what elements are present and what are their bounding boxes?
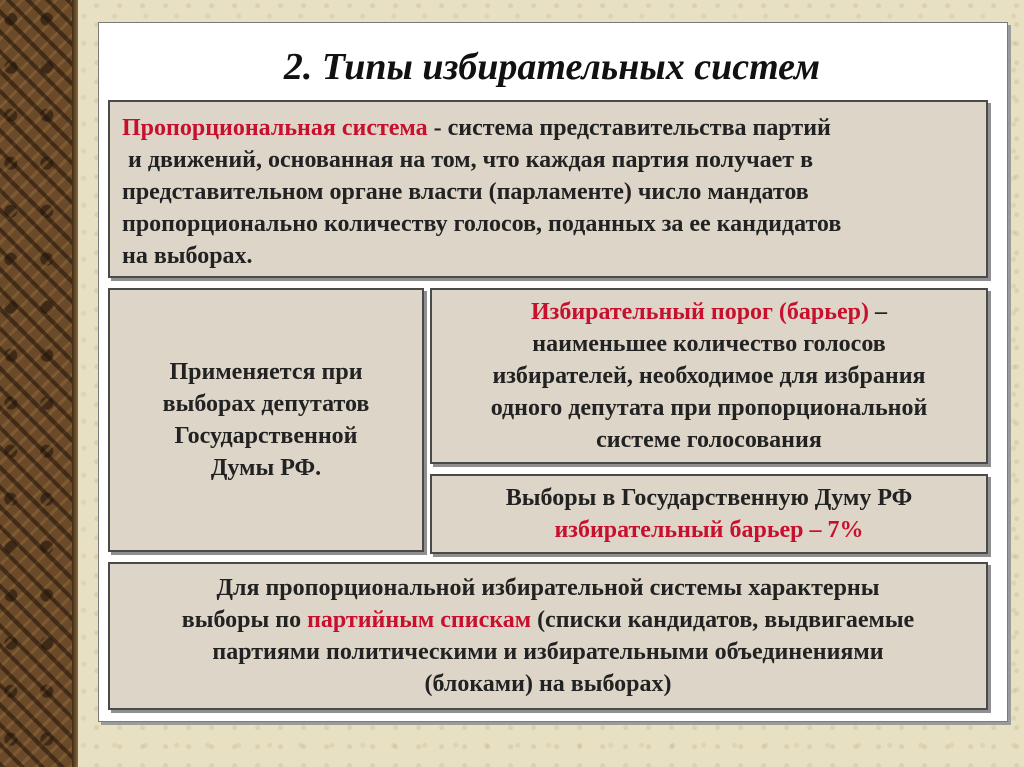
threshold-line: системе голосования [596, 427, 822, 453]
duma-barrier-box [430, 474, 988, 554]
application-line: Государственной [174, 423, 358, 449]
lists-line-2-end: (списки кандидатов, выдвигаемые [531, 607, 915, 633]
threshold-line: избирателей, необходимое для избрания [492, 363, 926, 389]
lists-line-4: (блоками) на выборах) [424, 671, 672, 697]
application-box [108, 288, 424, 552]
wood-border-decoration [0, 0, 72, 767]
lists-line-2 [182, 604, 914, 636]
application-line: Думы РФ. [210, 455, 322, 481]
threshold-dash: – [868, 299, 887, 325]
threshold-text [491, 296, 928, 456]
application-text [163, 356, 370, 484]
duma-text [506, 482, 912, 546]
threshold-box [430, 288, 988, 464]
duma-barrier-value: избирательный барьер – 7% [554, 517, 864, 543]
definition-box [108, 100, 988, 278]
threshold-term: Избирательный порог (барьер) [531, 299, 869, 325]
application-line: выборах депутатов [162, 391, 370, 417]
threshold-line: наименьшее количество голосов [532, 331, 886, 357]
duma-line-1: Выборы в Государственную Думу РФ [505, 485, 913, 511]
application-line: Применяется при [169, 359, 363, 385]
definition-line-2: и движений, основанная на том, что каждая партия получает в [128, 147, 814, 173]
definition-line-5: на выборах. [122, 243, 253, 269]
lists-text [182, 572, 914, 700]
threshold-line: одного депутата при пропорциональной [490, 395, 928, 421]
lists-line-3: партиями политическими и избирательными объединениями [212, 639, 884, 665]
threshold-heading [491, 296, 928, 328]
wood-border-edge [72, 0, 78, 767]
slide-title: 2. Типы избирательных систем [283, 46, 821, 88]
definition-term: Пропорциональная система [122, 115, 428, 141]
party-lists-box [108, 562, 988, 710]
lists-line-1: Для пропорциональной избирательной системы характерны [216, 575, 880, 601]
lists-line-2-start: выборы по [181, 607, 308, 633]
definition-line-4: пропорционально количеству голосов, поданных за ее кандидатов [122, 211, 842, 237]
definition-line-1-text: - система представительства партий [427, 115, 831, 141]
definition-line-3: представительном органе власти (парламенте) число мандатов [122, 179, 809, 205]
definition-line-1 [122, 112, 974, 144]
party-lists-term: партийным спискам [307, 607, 532, 633]
